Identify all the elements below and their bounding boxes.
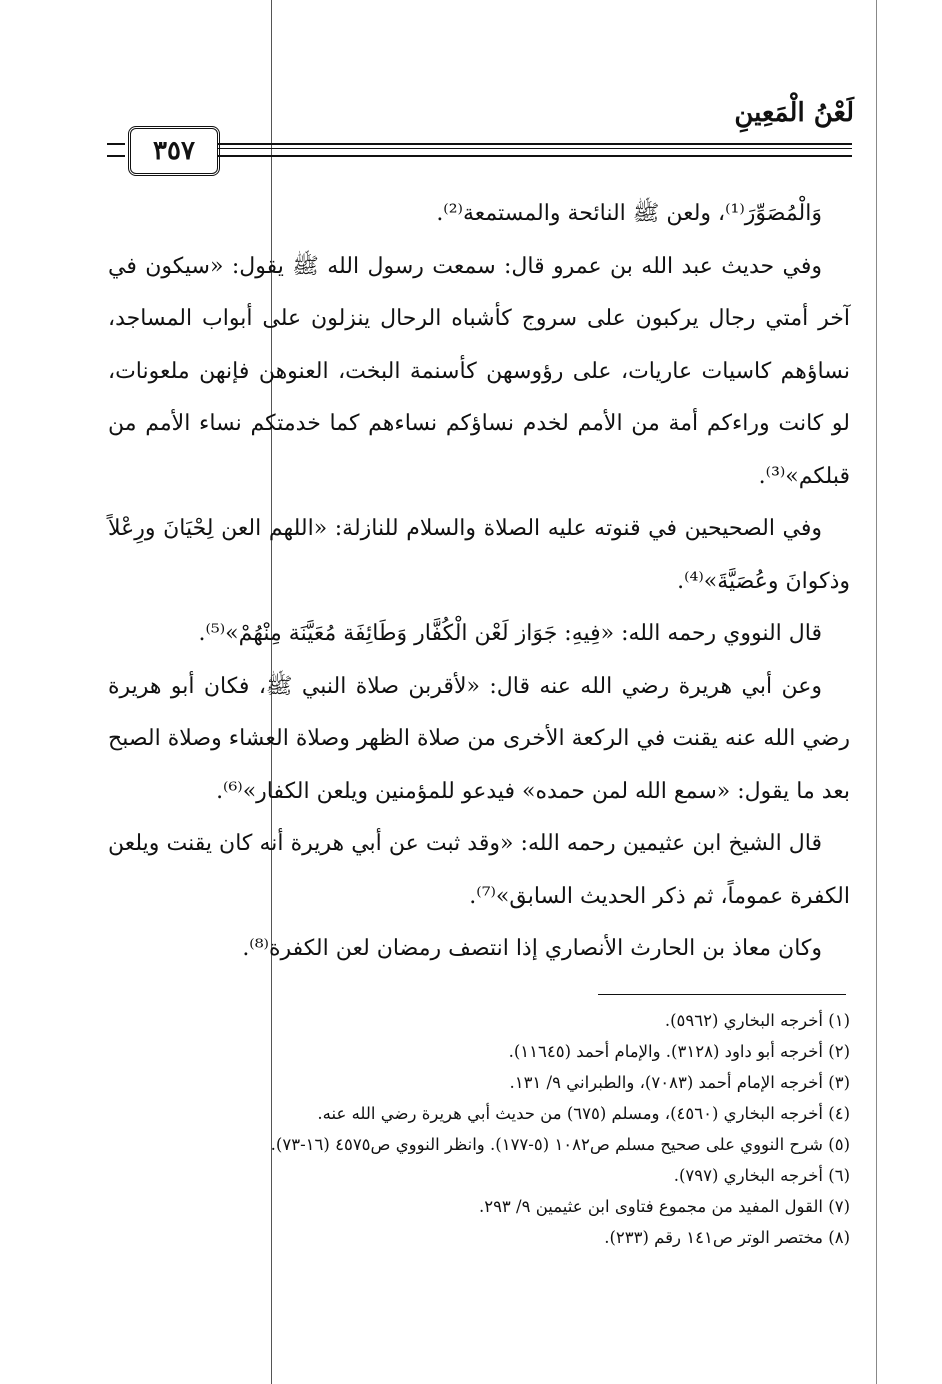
paragraph: وعن أبي هريرة رضي الله عنه قال: «لأقربن صلاة النبي ﷺ، فكان أبو هريرة رضي الله عنه يقنت في الركعة الأخرى من صلاة الظهر وصلاة العشاء وصلاة الصبح بعد ما يقول: «سمع الله لمن حمده» فيدعو للمؤمنين ويلعن الكفار»⁽⁶⁾. bbox=[108, 673, 850, 804]
paragraph: وكان معاذ بن الحارث الأنصاري إذا انتصف رمضان لعن الكفرة⁽⁸⁾. bbox=[242, 936, 822, 961]
footnote: (١) أخرجه البخاري (٥٩٦٢). bbox=[664, 1011, 850, 1030]
paragraph: قال النووي رحمه الله: «فِيهِ: جَوَاز لَعْن الْكُفَّار وَطَائِفَة مُعَيَّنَة مِنْهُمْ»⁽⁵⁾. bbox=[198, 621, 822, 646]
scan-edge-line bbox=[876, 0, 877, 1384]
header-rule bbox=[218, 143, 852, 157]
main-text bbox=[108, 188, 850, 976]
paragraph: وَالْمُصَوِّرَ⁽¹⁾، ولعن ﷺ النائحة والمستمعة⁽²⁾. bbox=[436, 201, 822, 226]
paragraph: وفي حديث عبد الله بن عمرو قال: سمعت رسول الله ﷺ يقول: «سيكون في آخر أمتي رجال يركبون على سروج كأشباه الرحال ينزلون على أبواب المساجد، نساؤهم كاسيات عاريات، على رؤوسهن كأسنمة البخت، العنوهن فإنهن ملعونات، لو كانت وراءكم أمة من الأمم لخدم نساؤكم نساءهم كما خدمتكم نساء الأمم من قبلكم»⁽³⁾. bbox=[108, 253, 850, 489]
running-header-title: لَعْنُ الْمَعِينِ bbox=[734, 98, 854, 128]
footnote: (٤) أخرجه البخاري (٤٥٦٠)، ومسلم (٦٧٥) من حديث أبي هريرة رضي الله عنه. bbox=[317, 1104, 850, 1123]
footnote-separator bbox=[598, 994, 846, 995]
header-rule-end bbox=[107, 143, 125, 157]
footnotes bbox=[140, 1005, 850, 1253]
footnote: (٥) شرح النووي على صحيح مسلم ص١٠٨٢ (٥-١٧٧). وانظر النووي ص٤٥٧٥ (١٦-٧٣). bbox=[270, 1135, 850, 1154]
footnote: (٨) مختصر الوتر ص١٤١ رقم (٢٣٣). bbox=[604, 1228, 850, 1247]
page-number: ٣٥٧ bbox=[128, 126, 220, 176]
paragraph: وفي الصحيحين في قنوته عليه الصلاة والسلام للنازلة: «اللهم العن لِحْيَانَ ورِعْلاً وذكوانَ وعُصَيَّةَ»⁽⁴⁾. bbox=[108, 516, 850, 594]
footnote: (٦) أخرجه البخاري (٧٩٧). bbox=[673, 1166, 850, 1185]
paragraph: قال الشيخ ابن عثيمين رحمه الله: «وقد ثبت عن أبي هريرة أنه كان يقنت ويلعن الكفرة عموماً، ثم ذكر الحديث السابق»⁽⁷⁾. bbox=[108, 831, 850, 909]
footnote: (٧) القول المفيد من مجموع فتاوى ابن عثيمين ٩/ ٢٩٣. bbox=[478, 1197, 850, 1216]
footnote: (٣) أخرجه الإمام أحمد (٧٠٨٣)، والطبراني ٩/ ١٣١. bbox=[509, 1073, 850, 1092]
footnote: (٢) أخرجه أبو داود (٣١٢٨). والإمام أحمد (١١٦٤٥). bbox=[508, 1042, 850, 1061]
